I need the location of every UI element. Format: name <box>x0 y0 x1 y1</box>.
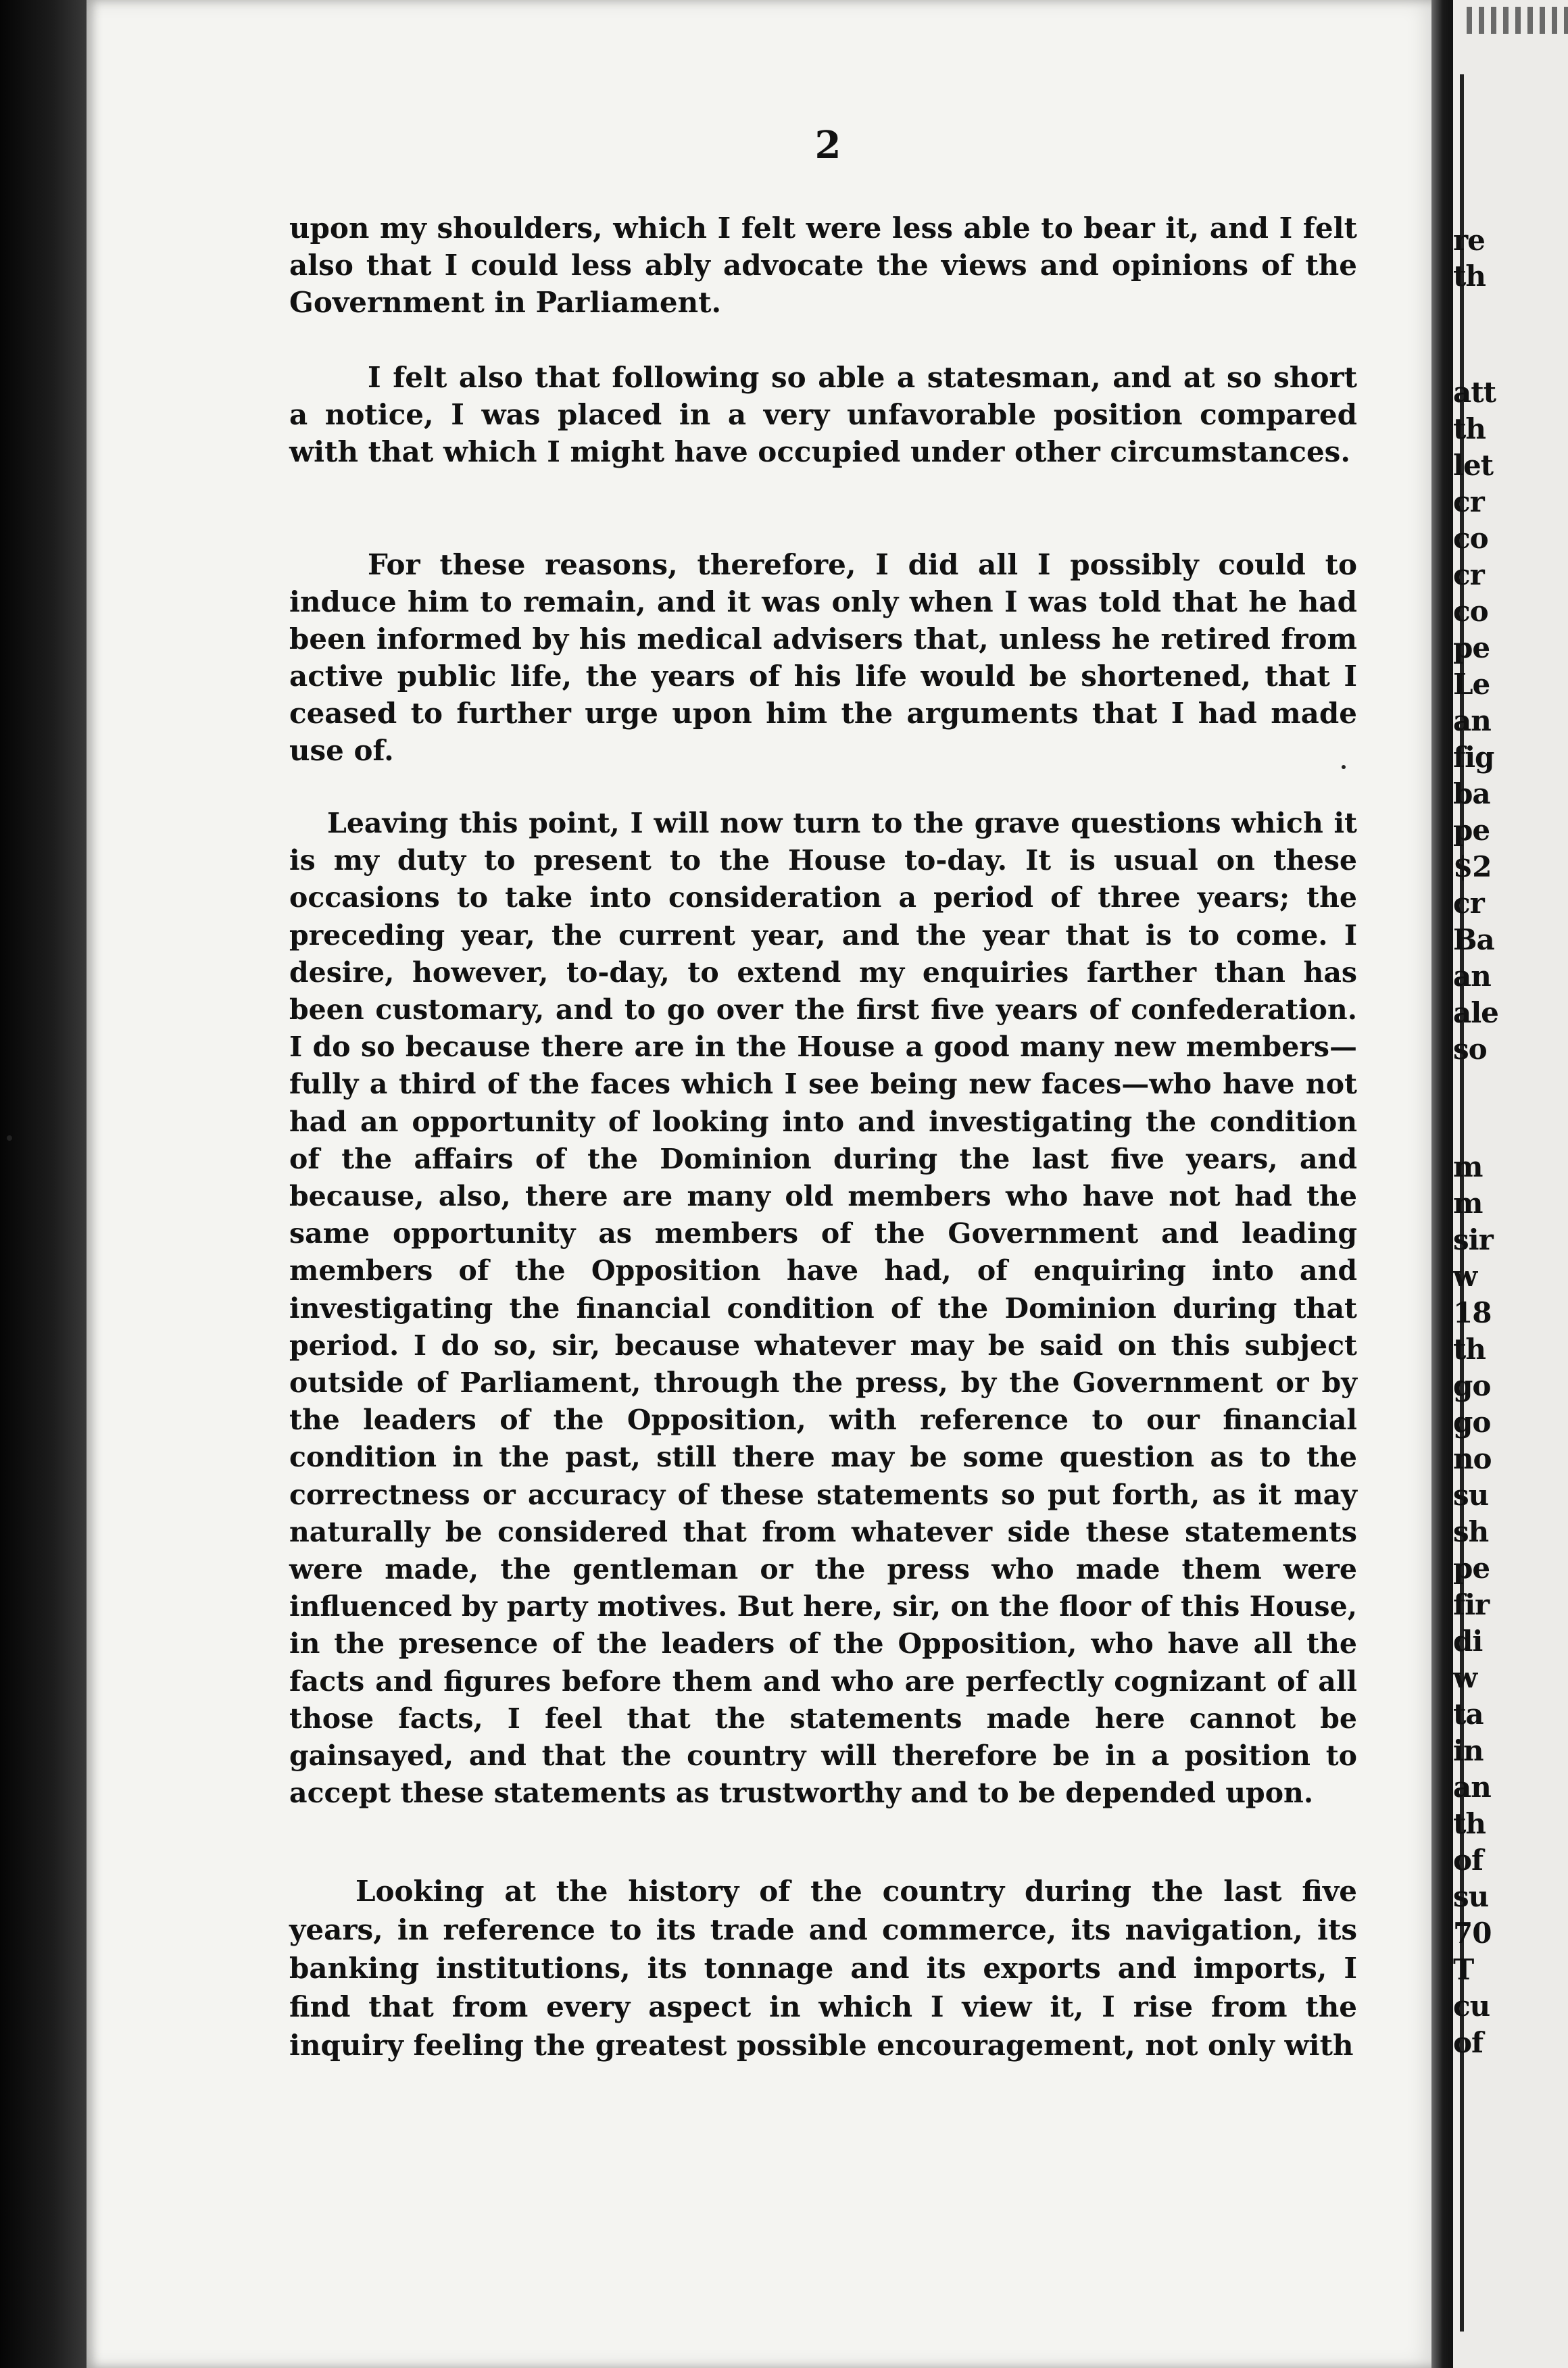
facing-page-line-fragment: sh <box>1453 1515 1489 1548</box>
facing-page-line-fragment: co <box>1453 595 1488 628</box>
scan-left-edge <box>0 0 88 2368</box>
facing-page-line-fragment: an <box>1453 1771 1491 1804</box>
facing-page-line-fragment: th <box>1453 1807 1486 1840</box>
facing-page-line-fragment: di <box>1453 1625 1483 1658</box>
facing-page-line-fragment: ta <box>1453 1698 1484 1731</box>
paragraph-4: Leaving this point, I will now turn to the grave questions which it is my duty to present to the House to-day. It is usual on these occasions to take into consideration a period of three years; the preceding year, the current year, and the year that is to come. I desire, however, to-day, to extend my enquiries farther than has been customary, and to go over the first five years of confederation. I do so because there are in the House a good many new members—fully a third of the faces which I see being new faces—who have not had an opportunity of looking into and investigating the condition of the affairs of the Dominion during the last five years, and because, also, there are many old members who have not had the same opportunity as members of the Government and leading members of the Opposition have had, of enquiring into and investigating the financial condition of the Dominion during that period. I do so, sir, because whatever may be said on this subject outside of Parliament, through the press, by the Government or by the leaders of the Opposition, with reference to our financial condition in the past, still there may be some question as to the correctness or accuracy of these statements so put forth, as it may naturally be considered that from whatever side these statements were made, the gentleman or the press who made them were influenced by party motives. But here, sir, on the floor of this House, in the presence of the leaders of the Opposition, who have all the facts and figures before them and who are perfectly cognizant of all those facts, I feel that the statements made here cannot be gainsayed, and that the country will therefore be in a position to accept these statements as trustworthy and to be depended upon. <box>289 807 1357 1810</box>
scan-speck <box>1342 765 1346 769</box>
facing-page-line-fragment: of <box>1453 2026 1484 2059</box>
facing-page-line-fragment: Ba <box>1453 923 1494 956</box>
facing-page-line-fragment: an <box>1453 704 1491 737</box>
facing-page-line-fragment: Le <box>1453 668 1490 701</box>
paragraph-3: For these reasons, therefore, I did all I possibly could to induce him to remain, and it was only when I was told that he had been informed by his medical advisers that, unless he retired from active public life, the years of his life would be shortened, that I ceased to further urge upon him the arguments that I had made use of. <box>289 548 1357 767</box>
facing-page-line-fragment: m <box>1453 1150 1483 1183</box>
paragraph-2: I felt also that following so able a statesman, and at so short a notice, I was placed in a very unfavorable position compared with that which I might have occupied under other circumstances. <box>289 361 1357 468</box>
facing-page <box>1453 0 1568 2368</box>
page-number: 2 <box>814 123 841 168</box>
scan-speck <box>7 1135 12 1141</box>
facing-page-line-fragment: 18 <box>1453 1296 1492 1329</box>
facing-page-line-fragment: fig <box>1453 741 1494 774</box>
facing-page-line-fragment: pe <box>1453 814 1490 847</box>
facing-page-line-fragment: att <box>1453 376 1496 409</box>
facing-page-line-fragment: fir <box>1453 1588 1490 1621</box>
facing-page-line-fragment: su <box>1453 1479 1489 1512</box>
facing-page-line-fragment: cr <box>1453 558 1484 591</box>
facing-page-line-fragment: w <box>1453 1260 1477 1293</box>
facing-page-line-fragment: co <box>1453 522 1488 555</box>
facing-page-line-fragment: no <box>1453 1442 1492 1475</box>
facing-page-line-fragment: let <box>1453 449 1494 482</box>
facing-page-line-fragment: pe <box>1453 631 1490 664</box>
facing-page-line-fragment: pe <box>1453 1552 1490 1585</box>
facing-page-line-fragment: th <box>1453 1333 1486 1366</box>
paragraph-5: Looking at the history of the country during the last five years, in reference to its trade and commerce, its navigation, its banking institutions, its tonnage and its exports and imports, I find that from every aspect in which I view it, I rise from the inquiry feeling the greatest possible encouragement, not only with <box>289 1875 1357 2062</box>
facing-page-line-fragment: re <box>1453 224 1485 257</box>
facing-page-line-fragment: w <box>1453 1661 1477 1694</box>
facing-page-line-fragment: sir <box>1453 1223 1493 1256</box>
facing-page-line-fragment: ale <box>1453 996 1498 1029</box>
facing-page-line-fragment: th <box>1453 412 1486 445</box>
facing-page-line-fragment: go <box>1453 1369 1491 1402</box>
facing-page-line-fragment: 70 <box>1453 1917 1492 1950</box>
facing-page-line-fragment: cr <box>1453 887 1484 920</box>
facing-page-line-fragment: T <box>1453 1953 1474 1986</box>
facing-page-text-fragments <box>1453 0 1568 2368</box>
facing-page-line-fragment: so <box>1453 1033 1487 1066</box>
facing-page-line-fragment: cr <box>1453 485 1484 518</box>
facing-page-line-fragment: th <box>1453 260 1486 293</box>
facing-page-line-fragment: m <box>1453 1187 1483 1220</box>
facing-page-line-fragment: go <box>1453 1406 1491 1439</box>
facing-page-line-fragment: ba <box>1453 777 1490 810</box>
paragraph-1: upon my shoulders, which I felt were less able to bear it, and I felt also that I could less ably advocate the views and opinions of the Government in Parliament. <box>289 212 1357 319</box>
facing-page-line-fragment: cu <box>1453 1990 1490 2023</box>
facing-page-line-fragment: of <box>1453 1844 1484 1877</box>
facing-page-line-fragment: su <box>1453 1880 1489 1913</box>
facing-page-line-fragment: an <box>1453 960 1491 993</box>
facing-page-line-fragment: in <box>1453 1734 1484 1767</box>
facing-page-line-fragment: $2 <box>1453 850 1492 883</box>
